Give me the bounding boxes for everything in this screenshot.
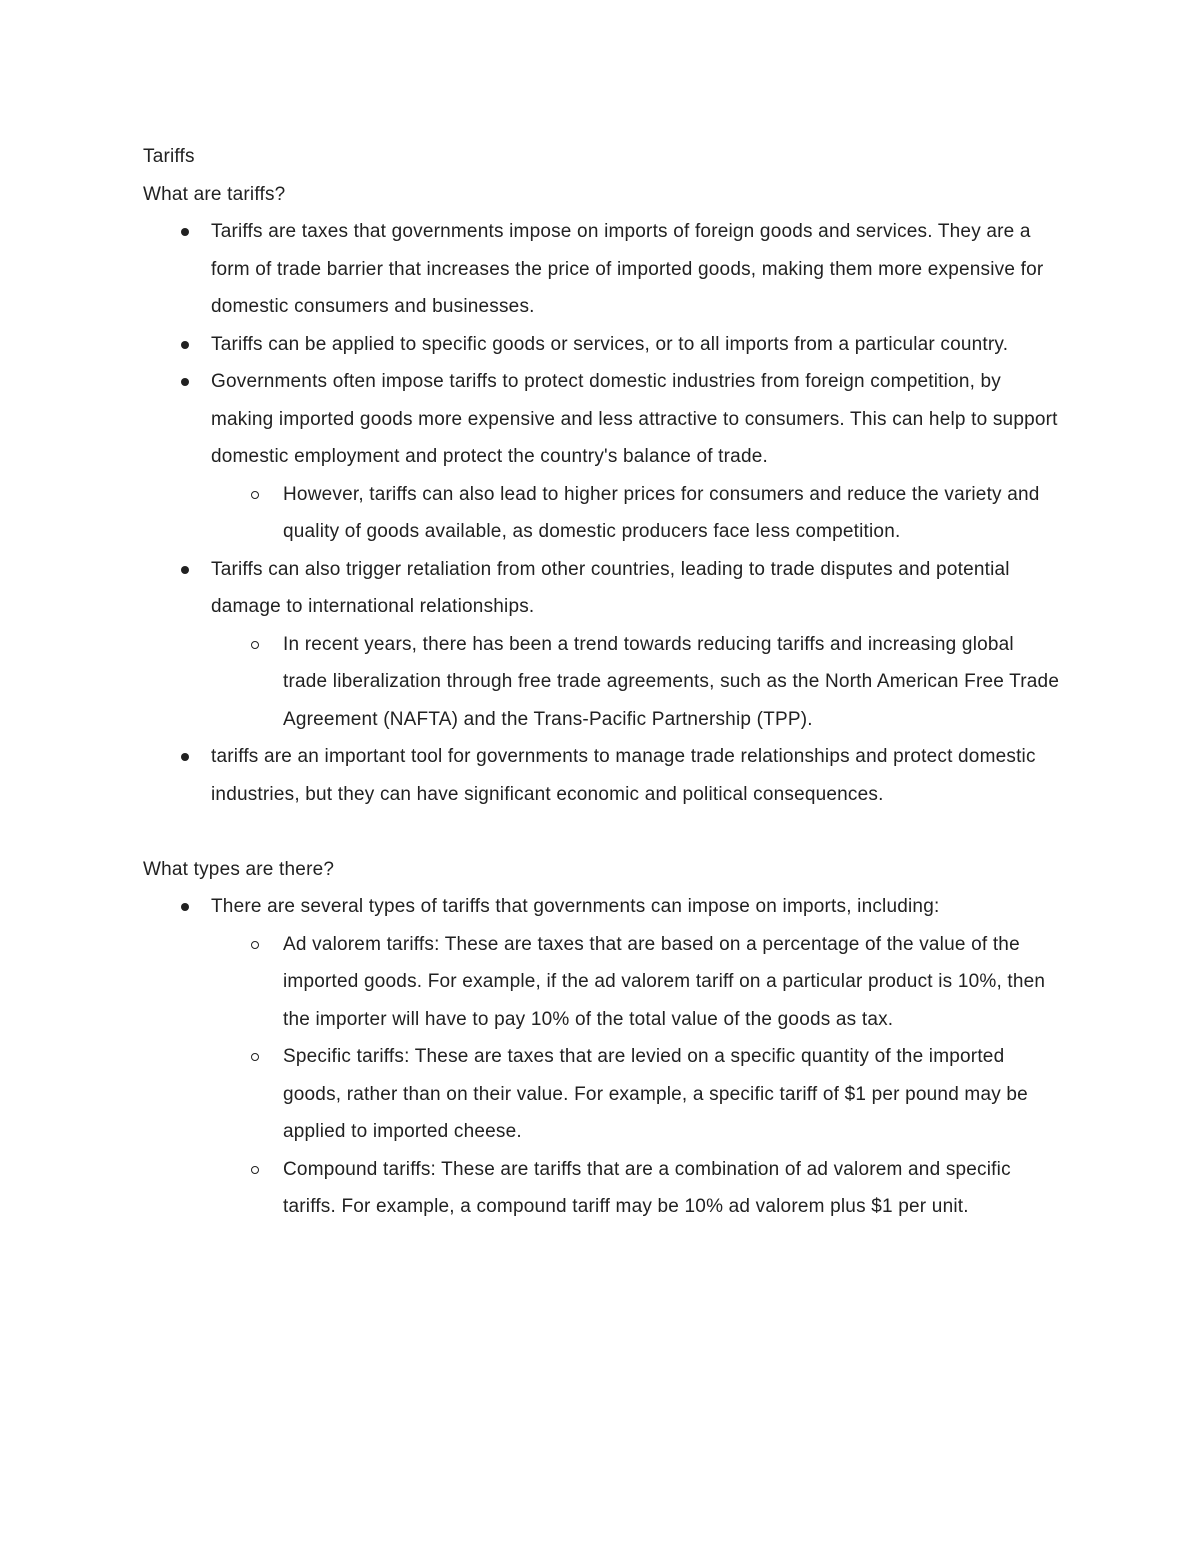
list-item xyxy=(143,926,1063,1039)
list-item-text: Tariffs can be applied to specific goods or services, or to all imports from a particular country. xyxy=(211,333,1009,355)
section-heading: What types are there? xyxy=(143,858,335,880)
list-item xyxy=(143,476,1063,551)
list-item-text: Tariffs are taxes that governments impose on imports of foreign goods and services. They are a form of trade barrier that increases the price of imported goods, making them more expensive for domestic consumers and businesses. xyxy=(211,221,1044,317)
document-content xyxy=(143,138,1063,1226)
list-item-text: tariffs are an important tool for governments to manage trade relationships and protect domestic industries, but they can have significant economic and political consequences. xyxy=(211,746,1036,805)
bullet-icon xyxy=(181,753,189,761)
list-item-text: Ad valorem tariffs: These are taxes that are based on a percentage of the value of the imported goods. For example, if the ad valorem tariff on a particular product is 10%, then the importer will have to pay 10% of the total value of the goods as tax. xyxy=(283,933,1046,1030)
bullet-icon xyxy=(181,341,189,349)
list-item-text: However, tariffs can also lead to higher prices for consumers and reduce the variety and quality of goods available, as domestic producers face less competition. xyxy=(283,483,1040,542)
bullet-list xyxy=(143,888,1063,1226)
circle-bullet-icon xyxy=(251,491,259,499)
bullet-icon xyxy=(181,566,189,574)
list-item-text: Specific tariffs: These are taxes that are levied on a specific quantity of the imported goods, rather than on their value. For example, a specific tariff of $1 per pound may be applied to imported cheese. xyxy=(283,1046,1028,1142)
list-item xyxy=(143,738,1063,813)
list-item-text: Tariffs can also trigger retaliation from other countries, leading to trade disputes and potential damage to international relationships. xyxy=(211,558,1010,617)
list-item xyxy=(143,213,1063,326)
section-spacer xyxy=(143,813,1063,851)
bullet-list xyxy=(143,213,1063,813)
circle-bullet-icon xyxy=(251,641,259,649)
bullet-icon xyxy=(181,903,189,911)
document-title: Tariffs xyxy=(143,146,195,167)
list-item xyxy=(143,888,1063,926)
list-item xyxy=(143,326,1063,364)
list-item-text: Governments often impose tariffs to protect domestic industries from foreign competition, by making imported goods more expensive and less attractive to consumers. This can help to support domestic employment and protect the country's balance of trade. xyxy=(211,371,1058,467)
circle-bullet-icon xyxy=(251,1053,259,1061)
section-heading: What are tariffs? xyxy=(143,183,286,205)
bullet-icon xyxy=(181,378,189,386)
bullet-icon xyxy=(181,228,189,236)
list-item xyxy=(143,626,1063,739)
circle-bullet-icon xyxy=(251,1166,259,1174)
list-item xyxy=(143,1038,1063,1151)
list-item-text: In recent years, there has been a trend towards reducing tariffs and increasing global trade liberalization through free trade agreements, such as the North American Free Trade Agreement (NAFTA) and the Trans-Pacific Partnership (TPP). xyxy=(283,633,1060,730)
list-item xyxy=(143,363,1063,476)
list-item-text: There are several types of tariffs that governments can impose on imports, including: xyxy=(211,896,940,917)
list-item-text: Compound tariffs: These are tariffs that are a combination of ad valorem and specific tariffs. For example, a compound tariff may be 10% ad valorem plus $1 per unit. xyxy=(283,1158,1011,1217)
list-item xyxy=(143,551,1063,626)
list-item xyxy=(143,1151,1063,1226)
circle-bullet-icon xyxy=(251,941,259,949)
